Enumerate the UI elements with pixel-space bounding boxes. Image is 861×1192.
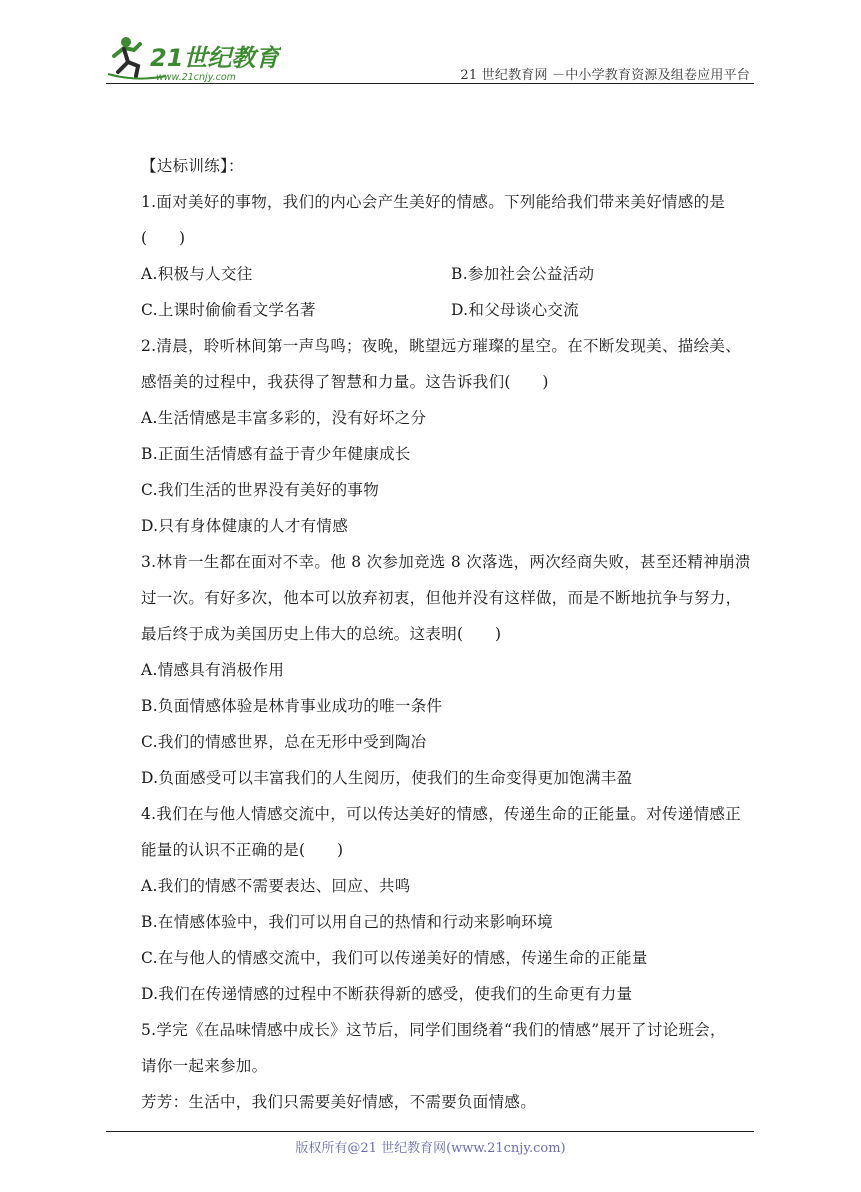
text-line: A.情感具有消极作用: [141, 661, 285, 679]
text-line: B.正面生活情感有益于青少年健康成长: [141, 445, 411, 463]
text-line: 4.我们在与他人情感交流中，可以传达美好的情感，传递生命的正能量。对传递情感正: [141, 805, 741, 823]
text-line: A.我们的情感不需要表达、回应、共鸣: [141, 877, 411, 895]
header-site-text: 21 世纪教育网 －中小学教育资源及组卷应用平台: [460, 68, 750, 83]
text-line: D.我们在传递情感的过程中不断获得新的感受，使我们的生命更有力量: [141, 985, 633, 1003]
text-line: A.生活情感是丰富多彩的，没有好坏之分: [141, 409, 427, 427]
text-line: D.只有身体健康的人才有情感: [141, 517, 349, 535]
question-line: 1.面对美好的事物，我们的内心会产生美好的情感。下列能给我们带来美好情感的是: [141, 193, 726, 211]
text-line: 能量的认识不正确的是( ): [141, 841, 344, 859]
body-lines: [141, 328, 761, 1120]
section-title: 【达标训练】：: [141, 157, 244, 175]
option-c: C.上课时偷偷看文学名著: [141, 301, 316, 319]
footer-copyright[interactable]: 版权所有@21 世纪教育网(www.21cnjy.com): [295, 1141, 566, 1156]
text-line: C.在与他人的情感交流中，我们可以传递美好的情感，传递生命的正能量: [141, 949, 648, 967]
header-divider: [106, 83, 754, 84]
document-body: [141, 148, 761, 1120]
question-line: ( ): [141, 229, 186, 247]
text-line: 过一次。有好多次，他本可以放弃初衷，但他并没有这样做，而是不断地抗争与努力，: [141, 589, 742, 607]
site-logo[interactable]: [106, 34, 281, 84]
footer-divider: [106, 1131, 754, 1132]
option-a: A.积极与人交往: [141, 265, 253, 283]
option-row: [141, 256, 761, 292]
text-line: 5.学完《在品味情感中成长》这节后，同学们围绕着“我们的情感”展开了讨论班会，: [141, 1021, 726, 1039]
text-line: 芳芳：生活中，我们只需要美好情感，不需要负面情感。: [141, 1093, 537, 1111]
option-row: [141, 292, 761, 328]
logo-text: 21世纪教育: [150, 44, 280, 72]
text-line: 最后终于成为美国历史上伟大的总统。这表明( ): [141, 625, 502, 643]
text-line: 感悟美的过程中，我获得了智慧和力量。这告诉我们( ): [141, 373, 549, 391]
logo-url: www.21cnjy.com: [156, 72, 236, 83]
text-line: D.负面感受可以丰富我们的人生阅历，使我们的生命变得更加饱满丰盈: [141, 769, 633, 787]
option-b: B.参加社会公益活动: [451, 265, 595, 283]
option-d: D.和父母谈心交流: [451, 301, 580, 319]
text-line: C.我们生活的世界没有美好的事物: [141, 481, 380, 499]
page-header: [106, 28, 754, 84]
text-line: 2.清晨，聆听林间第一声鸟鸣；夜晚，眺望远方璀璨的星空。在不断发现美、描绘美、: [141, 337, 741, 355]
text-line: C.我们的情感世界，总在无形中受到陶冶: [141, 733, 427, 751]
text-line: B.在情感体验中，我们可以用自己的热情和行动来影响环境: [141, 913, 553, 931]
text-line: 请你一起来参加。: [141, 1057, 268, 1075]
runner-logo-icon: [106, 34, 281, 84]
text-line: 3.林肯一生都在面对不幸。他 8 次参加竞选 8 次落选，两次经商失败，甚至还精神崩溃: [141, 553, 751, 571]
text-line: B.负面情感体验是林肯事业成功的唯一条件: [141, 697, 443, 715]
